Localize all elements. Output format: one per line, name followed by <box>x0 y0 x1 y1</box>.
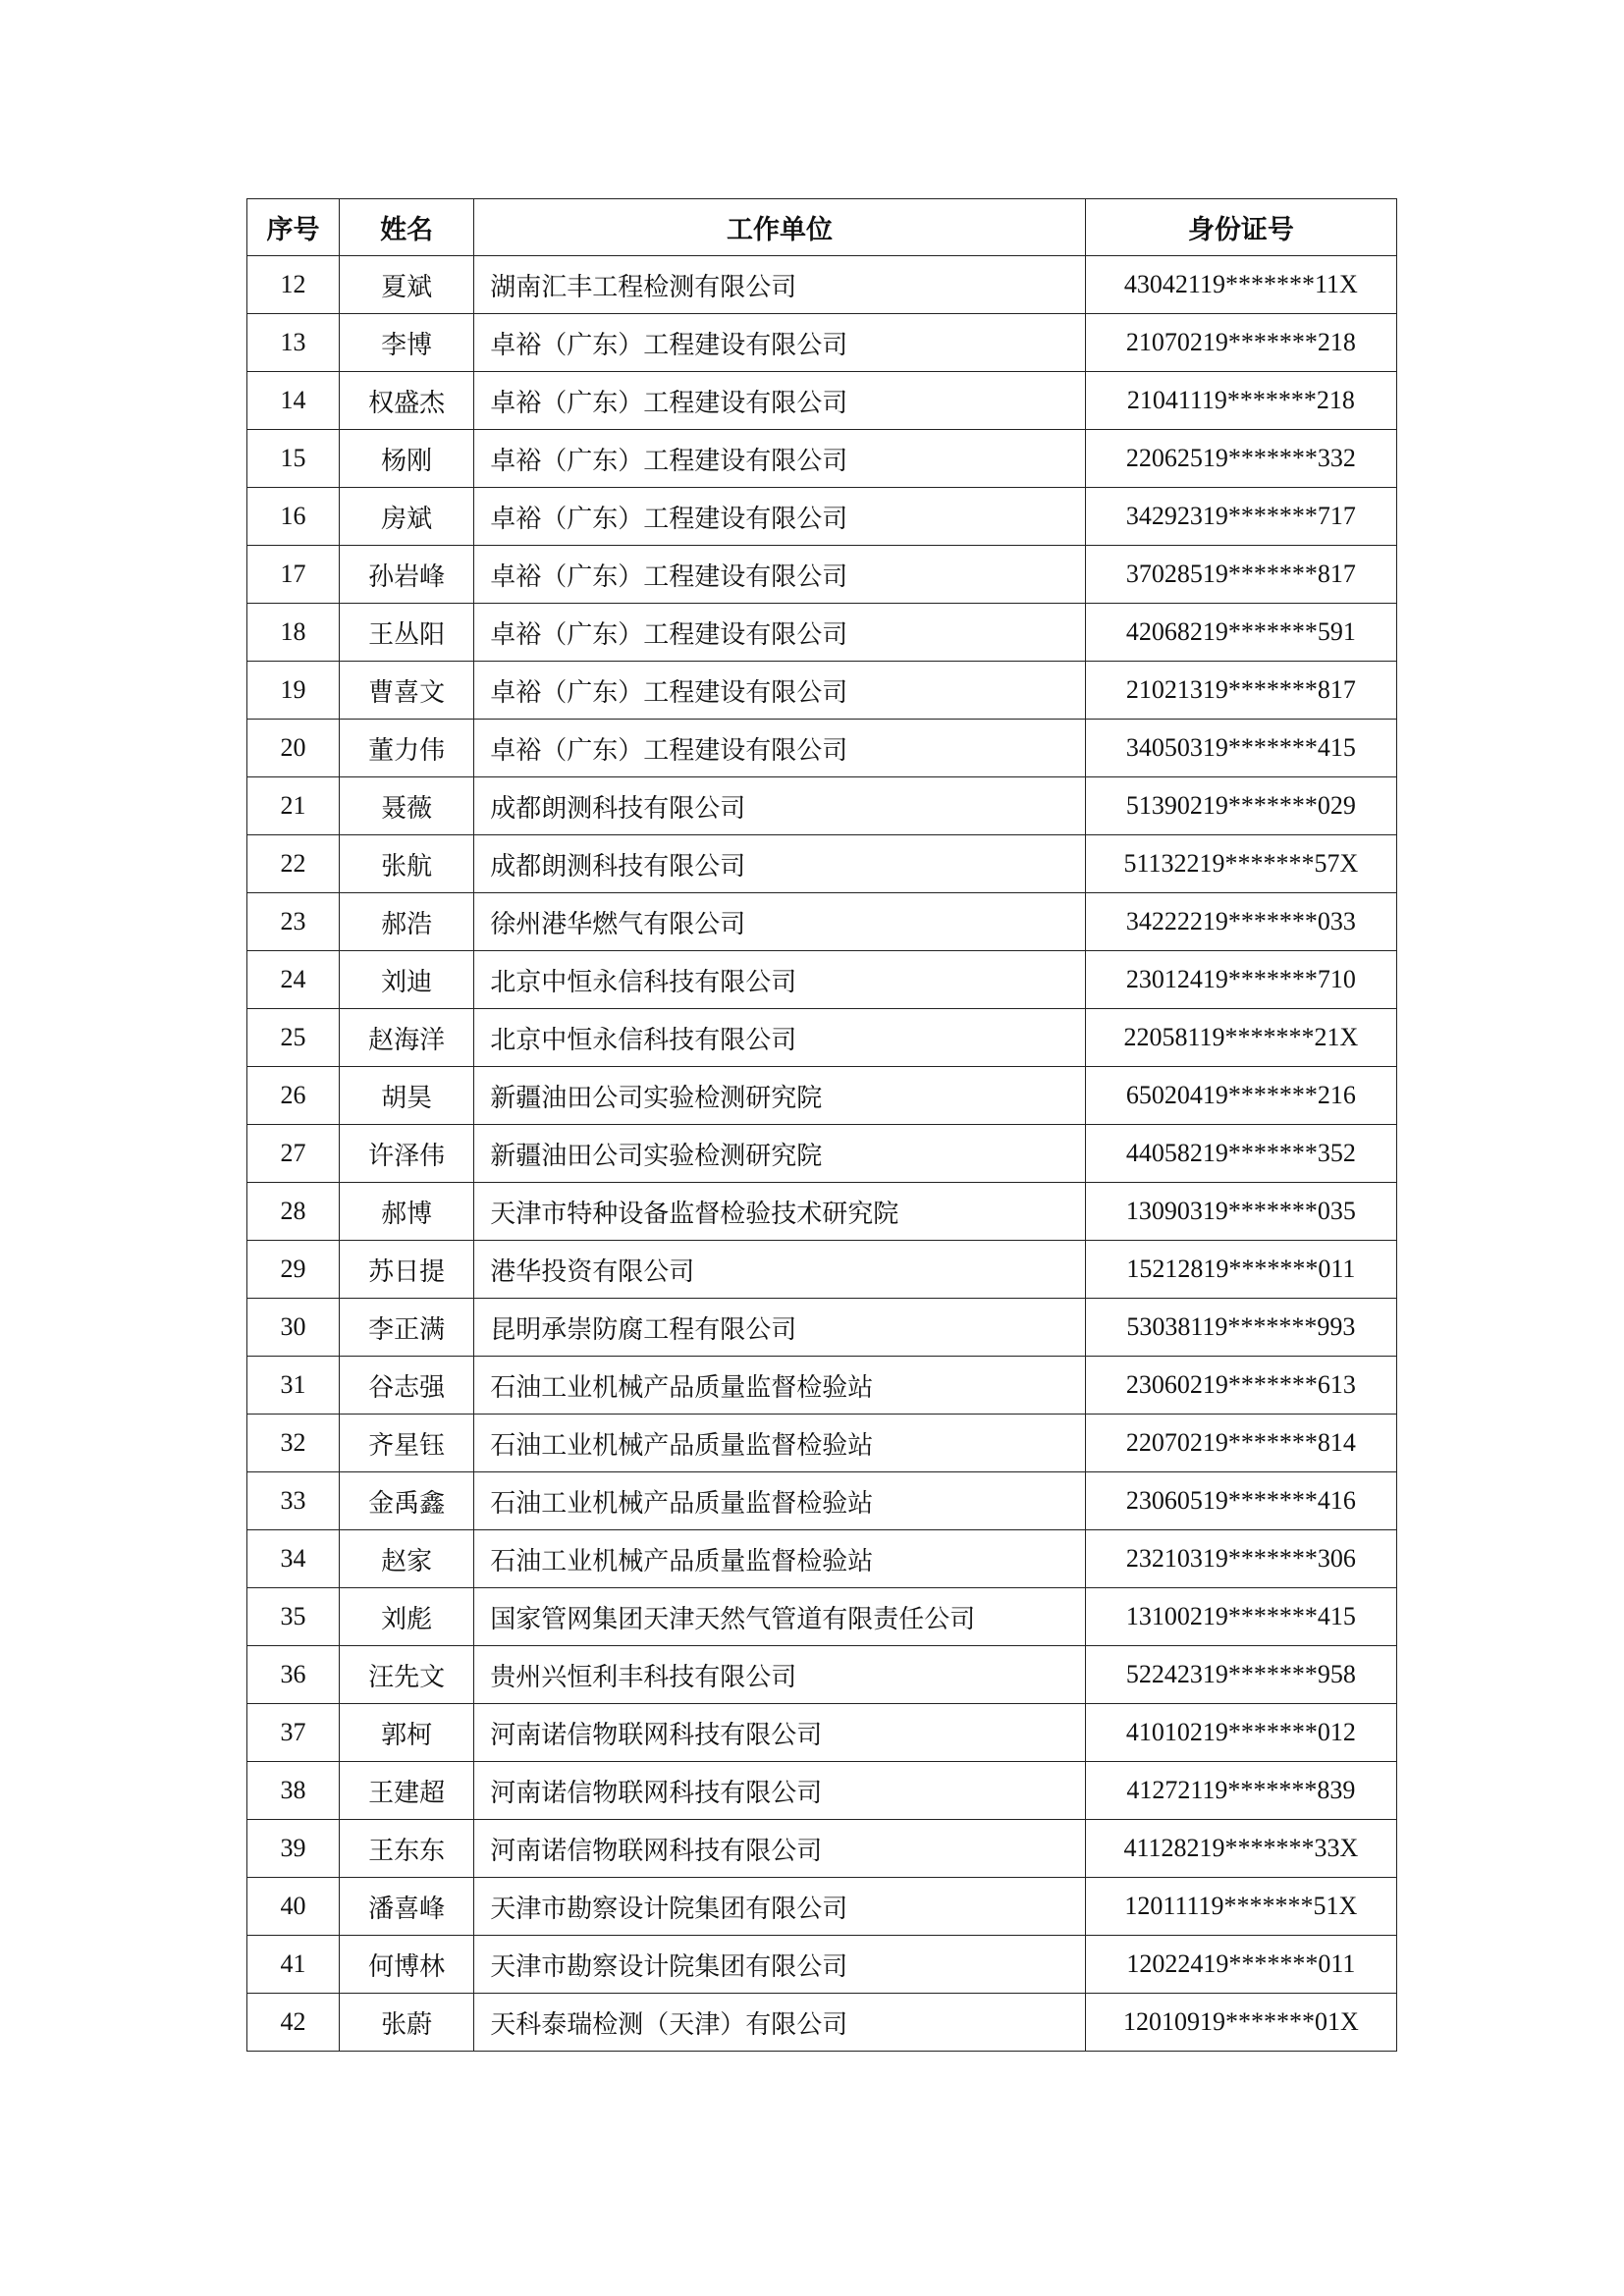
cell-id-number: 21021319*******817 <box>1085 662 1396 720</box>
cell-serial-number: 39 <box>247 1820 340 1878</box>
cell-id-number: 34222219*******033 <box>1085 893 1396 951</box>
cell-work-unit: 北京中恒永信科技有限公司 <box>474 1009 1086 1067</box>
cell-work-unit: 新疆油田公司实验检测研究院 <box>474 1067 1086 1125</box>
table-row <box>247 1009 1397 1067</box>
cell-work-unit: 北京中恒永信科技有限公司 <box>474 951 1086 1009</box>
cell-work-unit: 河南诺信物联网科技有限公司 <box>474 1704 1086 1762</box>
cell-serial-number: 20 <box>247 720 340 777</box>
cell-work-unit: 天科泰瑞检测（天津）有限公司 <box>474 1994 1086 2052</box>
cell-id-number: 12022419*******011 <box>1085 1936 1396 1994</box>
cell-name: 董力伟 <box>340 720 474 777</box>
cell-id-number: 12010919*******01X <box>1085 1994 1396 2052</box>
cell-serial-number: 23 <box>247 893 340 951</box>
cell-id-number: 53038119*******993 <box>1085 1299 1396 1357</box>
cell-serial-number: 22 <box>247 835 340 893</box>
cell-name: 齐星钰 <box>340 1415 474 1472</box>
cell-work-unit: 石油工业机械产品质量监督检验站 <box>474 1530 1086 1588</box>
cell-id-number: 44058219*******352 <box>1085 1125 1396 1183</box>
cell-serial-number: 30 <box>247 1299 340 1357</box>
cell-work-unit: 港华投资有限公司 <box>474 1241 1086 1299</box>
header-work-unit: 工作单位 <box>474 199 1086 256</box>
cell-name: 赵家 <box>340 1530 474 1588</box>
cell-serial-number: 26 <box>247 1067 340 1125</box>
table-row <box>247 604 1397 662</box>
cell-serial-number: 12 <box>247 256 340 314</box>
table-row <box>247 1183 1397 1241</box>
cell-name: 谷志强 <box>340 1357 474 1415</box>
cell-id-number: 51132219*******57X <box>1085 835 1396 893</box>
cell-serial-number: 41 <box>247 1936 340 1994</box>
cell-id-number: 15212819*******011 <box>1085 1241 1396 1299</box>
cell-work-unit: 卓裕（广东）工程建设有限公司 <box>474 430 1086 488</box>
cell-serial-number: 28 <box>247 1183 340 1241</box>
table-row <box>247 777 1397 835</box>
cell-work-unit: 贵州兴恒利丰科技有限公司 <box>474 1646 1086 1704</box>
cell-id-number: 12011119*******51X <box>1085 1878 1396 1936</box>
table-row <box>247 1415 1397 1472</box>
cell-work-unit: 天津市特种设备监督检验技术研究院 <box>474 1183 1086 1241</box>
cell-id-number: 23210319*******306 <box>1085 1530 1396 1588</box>
cell-name: 李博 <box>340 314 474 372</box>
cell-work-unit: 石油工业机械产品质量监督检验站 <box>474 1472 1086 1530</box>
cell-name: 刘迪 <box>340 951 474 1009</box>
cell-name: 夏斌 <box>340 256 474 314</box>
cell-work-unit: 卓裕（广东）工程建设有限公司 <box>474 546 1086 604</box>
cell-id-number: 23060519*******416 <box>1085 1472 1396 1530</box>
cell-name: 李正满 <box>340 1299 474 1357</box>
table-row <box>247 314 1397 372</box>
header-name: 姓名 <box>340 199 474 256</box>
table-row <box>247 1067 1397 1125</box>
cell-serial-number: 40 <box>247 1878 340 1936</box>
cell-name: 王建超 <box>340 1762 474 1820</box>
cell-serial-number: 16 <box>247 488 340 546</box>
table-row <box>247 430 1397 488</box>
table-row <box>247 1820 1397 1878</box>
header-serial-number: 序号 <box>247 199 340 256</box>
cell-name: 许泽伟 <box>340 1125 474 1183</box>
table-row <box>247 1125 1397 1183</box>
cell-name: 金禹鑫 <box>340 1472 474 1530</box>
personnel-table <box>246 198 1397 2052</box>
table-row <box>247 1994 1397 2052</box>
cell-id-number: 37028519*******817 <box>1085 546 1396 604</box>
table-row <box>247 256 1397 314</box>
header-id-number: 身份证号 <box>1085 199 1396 256</box>
cell-id-number: 13090319*******035 <box>1085 1183 1396 1241</box>
cell-work-unit: 国家管网集团天津天然气管道有限责任公司 <box>474 1588 1086 1646</box>
cell-serial-number: 17 <box>247 546 340 604</box>
cell-id-number: 21070219*******218 <box>1085 314 1396 372</box>
cell-serial-number: 42 <box>247 1994 340 2052</box>
table-row <box>247 662 1397 720</box>
cell-work-unit: 昆明承崇防腐工程有限公司 <box>474 1299 1086 1357</box>
cell-serial-number: 24 <box>247 951 340 1009</box>
cell-serial-number: 34 <box>247 1530 340 1588</box>
table-row <box>247 1357 1397 1415</box>
cell-id-number: 22070219*******814 <box>1085 1415 1396 1472</box>
cell-work-unit: 卓裕（广东）工程建设有限公司 <box>474 604 1086 662</box>
cell-work-unit: 成都朗测科技有限公司 <box>474 777 1086 835</box>
table-row <box>247 835 1397 893</box>
cell-work-unit: 天津市勘察设计院集团有限公司 <box>474 1878 1086 1936</box>
cell-name: 郭柯 <box>340 1704 474 1762</box>
cell-work-unit: 湖南汇丰工程检测有限公司 <box>474 256 1086 314</box>
cell-name: 刘彪 <box>340 1588 474 1646</box>
cell-serial-number: 31 <box>247 1357 340 1415</box>
cell-name: 胡昊 <box>340 1067 474 1125</box>
cell-serial-number: 32 <box>247 1415 340 1472</box>
table-header-row <box>247 199 1397 256</box>
cell-serial-number: 36 <box>247 1646 340 1704</box>
cell-work-unit: 卓裕（广东）工程建设有限公司 <box>474 662 1086 720</box>
cell-serial-number: 29 <box>247 1241 340 1299</box>
table-row <box>247 372 1397 430</box>
cell-serial-number: 21 <box>247 777 340 835</box>
cell-work-unit: 天津市勘察设计院集团有限公司 <box>474 1936 1086 1994</box>
cell-serial-number: 35 <box>247 1588 340 1646</box>
cell-serial-number: 37 <box>247 1704 340 1762</box>
cell-serial-number: 33 <box>247 1472 340 1530</box>
cell-serial-number: 38 <box>247 1762 340 1820</box>
cell-name: 孙岩峰 <box>340 546 474 604</box>
cell-serial-number: 25 <box>247 1009 340 1067</box>
cell-work-unit: 徐州港华燃气有限公司 <box>474 893 1086 951</box>
table-row <box>247 1241 1397 1299</box>
cell-work-unit: 卓裕（广东）工程建设有限公司 <box>474 372 1086 430</box>
cell-id-number: 42068219*******591 <box>1085 604 1396 662</box>
cell-id-number: 51390219*******029 <box>1085 777 1396 835</box>
cell-serial-number: 14 <box>247 372 340 430</box>
cell-name: 王丛阳 <box>340 604 474 662</box>
table-row <box>247 1936 1397 1994</box>
cell-work-unit: 新疆油田公司实验检测研究院 <box>474 1125 1086 1183</box>
cell-work-unit: 卓裕（广东）工程建设有限公司 <box>474 488 1086 546</box>
table-row <box>247 1530 1397 1588</box>
table-row <box>247 1472 1397 1530</box>
table-row <box>247 488 1397 546</box>
cell-name: 赵海洋 <box>340 1009 474 1067</box>
table-row <box>247 893 1397 951</box>
cell-name: 张航 <box>340 835 474 893</box>
cell-name: 郝浩 <box>340 893 474 951</box>
table-row <box>247 1762 1397 1820</box>
cell-id-number: 23012419*******710 <box>1085 951 1396 1009</box>
cell-id-number: 43042119*******11X <box>1085 256 1396 314</box>
cell-name: 汪先文 <box>340 1646 474 1704</box>
table-body <box>247 256 1397 2052</box>
cell-name: 杨刚 <box>340 430 474 488</box>
table-row <box>247 1704 1397 1762</box>
cell-id-number: 23060219*******613 <box>1085 1357 1396 1415</box>
cell-work-unit: 卓裕（广东）工程建设有限公司 <box>474 720 1086 777</box>
cell-serial-number: 15 <box>247 430 340 488</box>
cell-name: 王东东 <box>340 1820 474 1878</box>
table-row <box>247 1878 1397 1936</box>
table-row <box>247 1299 1397 1357</box>
table-row <box>247 720 1397 777</box>
cell-id-number: 34050319*******415 <box>1085 720 1396 777</box>
cell-name: 房斌 <box>340 488 474 546</box>
cell-name: 聂薇 <box>340 777 474 835</box>
cell-name: 苏日提 <box>340 1241 474 1299</box>
cell-serial-number: 13 <box>247 314 340 372</box>
cell-work-unit: 河南诺信物联网科技有限公司 <box>474 1762 1086 1820</box>
cell-name: 曹喜文 <box>340 662 474 720</box>
cell-name: 张蔚 <box>340 1994 474 2052</box>
cell-id-number: 22062519*******332 <box>1085 430 1396 488</box>
cell-id-number: 34292319*******717 <box>1085 488 1396 546</box>
cell-id-number: 65020419*******216 <box>1085 1067 1396 1125</box>
cell-name: 何博林 <box>340 1936 474 1994</box>
cell-id-number: 41272119*******839 <box>1085 1762 1396 1820</box>
cell-work-unit: 河南诺信物联网科技有限公司 <box>474 1820 1086 1878</box>
table-row <box>247 1588 1397 1646</box>
cell-serial-number: 19 <box>247 662 340 720</box>
cell-work-unit: 卓裕（广东）工程建设有限公司 <box>474 314 1086 372</box>
cell-id-number: 41010219*******012 <box>1085 1704 1396 1762</box>
cell-name: 潘喜峰 <box>340 1878 474 1936</box>
cell-name: 权盛杰 <box>340 372 474 430</box>
cell-id-number: 13100219*******415 <box>1085 1588 1396 1646</box>
cell-work-unit: 石油工业机械产品质量监督检验站 <box>474 1357 1086 1415</box>
cell-id-number: 41128219*******33X <box>1085 1820 1396 1878</box>
table-row <box>247 1646 1397 1704</box>
table-row <box>247 951 1397 1009</box>
cell-id-number: 21041119*******218 <box>1085 372 1396 430</box>
table-row <box>247 546 1397 604</box>
cell-work-unit: 石油工业机械产品质量监督检验站 <box>474 1415 1086 1472</box>
cell-serial-number: 27 <box>247 1125 340 1183</box>
cell-name: 郝博 <box>340 1183 474 1241</box>
cell-serial-number: 18 <box>247 604 340 662</box>
cell-id-number: 52242319*******958 <box>1085 1646 1396 1704</box>
cell-id-number: 22058119*******21X <box>1085 1009 1396 1067</box>
cell-work-unit: 成都朗测科技有限公司 <box>474 835 1086 893</box>
